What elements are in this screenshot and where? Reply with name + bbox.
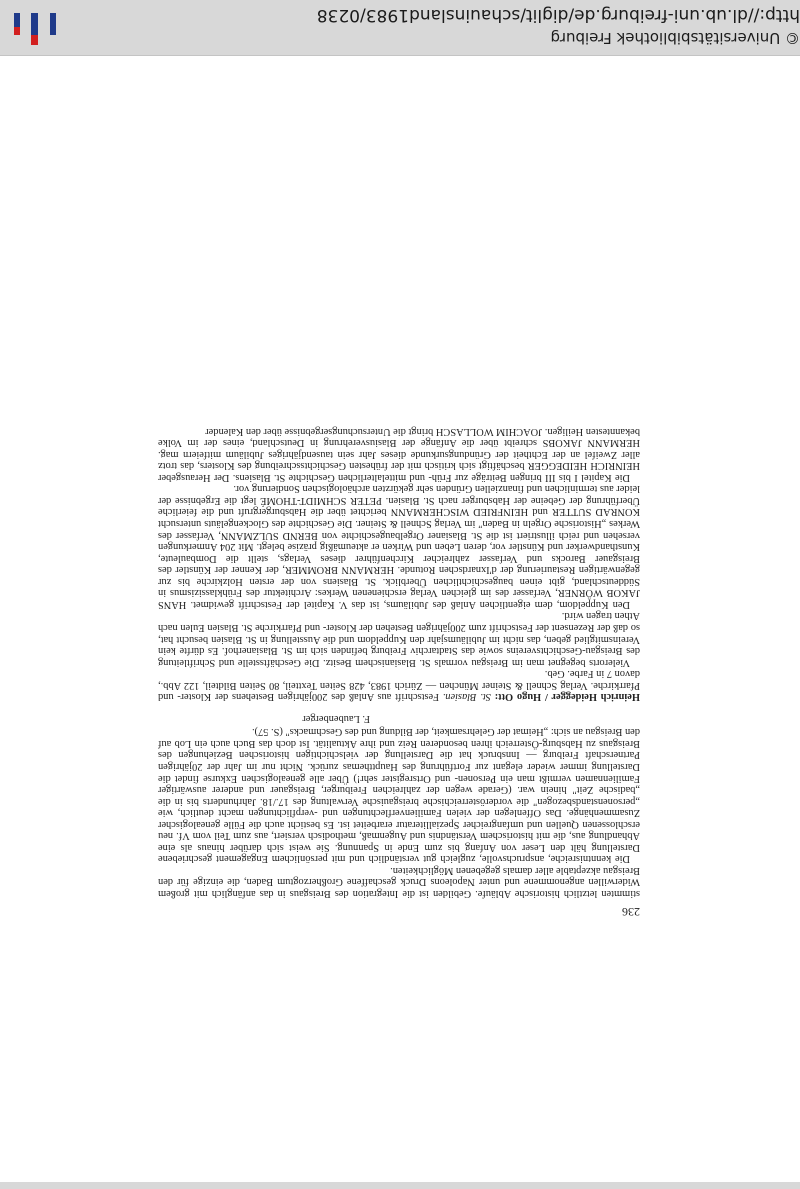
reviewer-signature: F. Laubenberger <box>302 712 370 724</box>
permalink-url[interactable]: http://dl.ub.uni-freiburg.de/diglit/schauinsland1983/0238 <box>316 5 800 25</box>
logo-bar-red-center <box>31 35 38 45</box>
page-number: 236 <box>622 905 640 919</box>
logo-bar-blue-left <box>50 13 56 35</box>
book-title: St. Blasien. <box>442 691 491 703</box>
paragraph: Die Kapitel I bis III bringen Beiträge zur Früh- und mittelalterlichen Geschichte St. Blasiens. Der Herausgeber HEINRICH HEIDEGGER beschäftigt sich kritisch mit der frühesten Geschichtsschreibung des Klosters, das trotz aller Zweifel an der Echtheit der Gründungsurkunde dieses Jahr sein tausendjähriges Jubiläum mitfeiern mag. HERMANN JAKOBS schreibt über die Anfänge der Blasiusverehrung in Deutschland, eines der im Volke bekanntesten Heiligen. JOACHIM WOLLASCH bringt die Untersuchungsergebnisse über den Kalender <box>158 425 640 483</box>
signature-line <box>158 712 640 724</box>
paragraph: Vielerorts begegnet man im Breisgau vormals St. Blasianischem Besitz. Die Geschäftsstelle und Schriftleitung des Breisgau-Geschichtsvereins sowie das Stadtarchiv Freiburg befinden sich im St. Blasianerhof. Es dürfte kein Vereinsmitglied geben, das nicht im Jubiläumsjahr den Kuppeldom und die Ausstellung in St. Blasien besucht hat, so daß der Rezensent der Festschrift zum 200jährigen Bestehen der Kloster- und Pfarrkirche St. Blasien Eulen nach Athen tragen wird. <box>158 610 640 668</box>
viewer-footer-band <box>0 1182 800 1189</box>
university-library-logo-icon <box>8 10 60 48</box>
copyright-notice: © Universitätsbibliothek Freiburg <box>550 29 800 47</box>
scanned-page-text <box>158 425 640 899</box>
viewer-header-band <box>0 0 800 56</box>
book-description: Festschrift aus Anlaß des 200jährigen Bestehens der Kloster- und Pfarrkirche. Verlag Schnell & Steiner München — Zürich 1983, 428 Seiten Textteil, 80 Seiten Bildteil, 122 Abb., davon 7 in Farbe. Geb. <box>157 668 640 703</box>
header-text <box>317 5 800 47</box>
book-citation <box>158 668 640 703</box>
book-author: Heinrich Heidegger / Hugo Ott: <box>494 691 640 703</box>
paragraph: Den Kuppeldom, dem eigentlichen Anlaß des Jubiläums, ist das V. Kapitel der Festschrift gewidmet. HANS JAKOB WÖRNER, Verfasser des im gleichen Verlag erschienenen Werkes: Architektur des Frühklassizismus in Süddeutschland, gibt einen baugeschichtlichen Überblick. St. Blasiens von der ersten Holzkirche bis zur gegenwärtigen Restaurierung der d'Ixnardschen Rotunde. HERMANN BROMMER, der Kenner der Künstler des Breisgauer Barocks und Verfasser zahlreicher Kirchenführer dieses Verlags, stellt die Dombauleute, Kunsthandwerker und Künstler vor, deren Leben und Wirken er akteumäßig präzise belegt. Mit 204 Anmerkungen versehen und reich illustriert ist die St. Blasianer Orgelbaugeschichte von BERND SULZMANN, Verfasser des Werkes „Historische Orgeln in Baden" im Verlag Schnell & Steiner. Die Geschichte des Glockengeläuts untersucht KONRAD SUTTER und HEINFRIED WISCHERMANN berichtet über die Habsburgergruft und die feierliche Überführung der Gebeine der Habsburger nach St. Blasien. PETER SCHMIDT-THOMÉ legt die Ergebnisse der leider aus terminlichen und finanziellen Gründen sehr gekürzten archäologischen Sondierung vor. <box>158 483 640 610</box>
paragraph: stimmten letztlich historische Abläufe. Gebilden ist die Integration des Breisgaus in das anfänglich mit großem Widerwillen angenommene und unter Napoleons Druck geschaffene Großherzogtum Baden, die einzige für den Breisgau akzeptable aller damals gegebenen Möglichkeiten. <box>158 864 640 899</box>
paragraph: Die kenntnisreiche, anspruchsvolle, zugleich gut verständlich und mit persönlichem Engagement geschriebene Darstellung hält den Leser von Anfang bis zum Ende in Spannung. Sie weist sich darüber hinaus als eine Abhandlung aus, die mit historischem Verständnis und Augenmaß, methodisch versiert, aus zum Teil vom Vf. neu erschlossenen Quellen und umfangreicher Spezialliteratur erarbeitet ist. Es besticht auch die Fülle genealogischer Zusammenhänge. Das Offenlegen der vielen Familienverflechtungen und -verpflichtungen macht deutlich, wie „personenstandsbezogen" die vorderösterreichische breisgauische Verwaltung des 17./18. Jahrhunderts bis in die „badische Zeit" hinein war. (Gerade wegen der zahlreichen Freiburger, Breisgauer und anderer auswärtiger Familiennamen vermißt man ein Personen- und Ortsregister sehr!) Über alle genealogischen Exkurse findet die Darstellung immer wieder elegant zur Fortführung des Hauptthemas zurück. Nicht nur im Jahr der 20jährigen Partnerschaft Freiburg — Innsbruck hat die Darstellung der vielschichtigen historischen Beziehungen des Breisgaus zu Habsburg-Österreich ihren besonderen Reiz und ihre Aktualität. Ist doch das Buch auch ein Lob auf den Breisgau an sich: „Heimat der Gelehrsamkeit, der Bildung und des Geschmacks" (S. 57). <box>158 726 640 865</box>
logo-bar-blue-right <box>14 13 20 27</box>
logo-bar-red-right <box>14 27 20 35</box>
